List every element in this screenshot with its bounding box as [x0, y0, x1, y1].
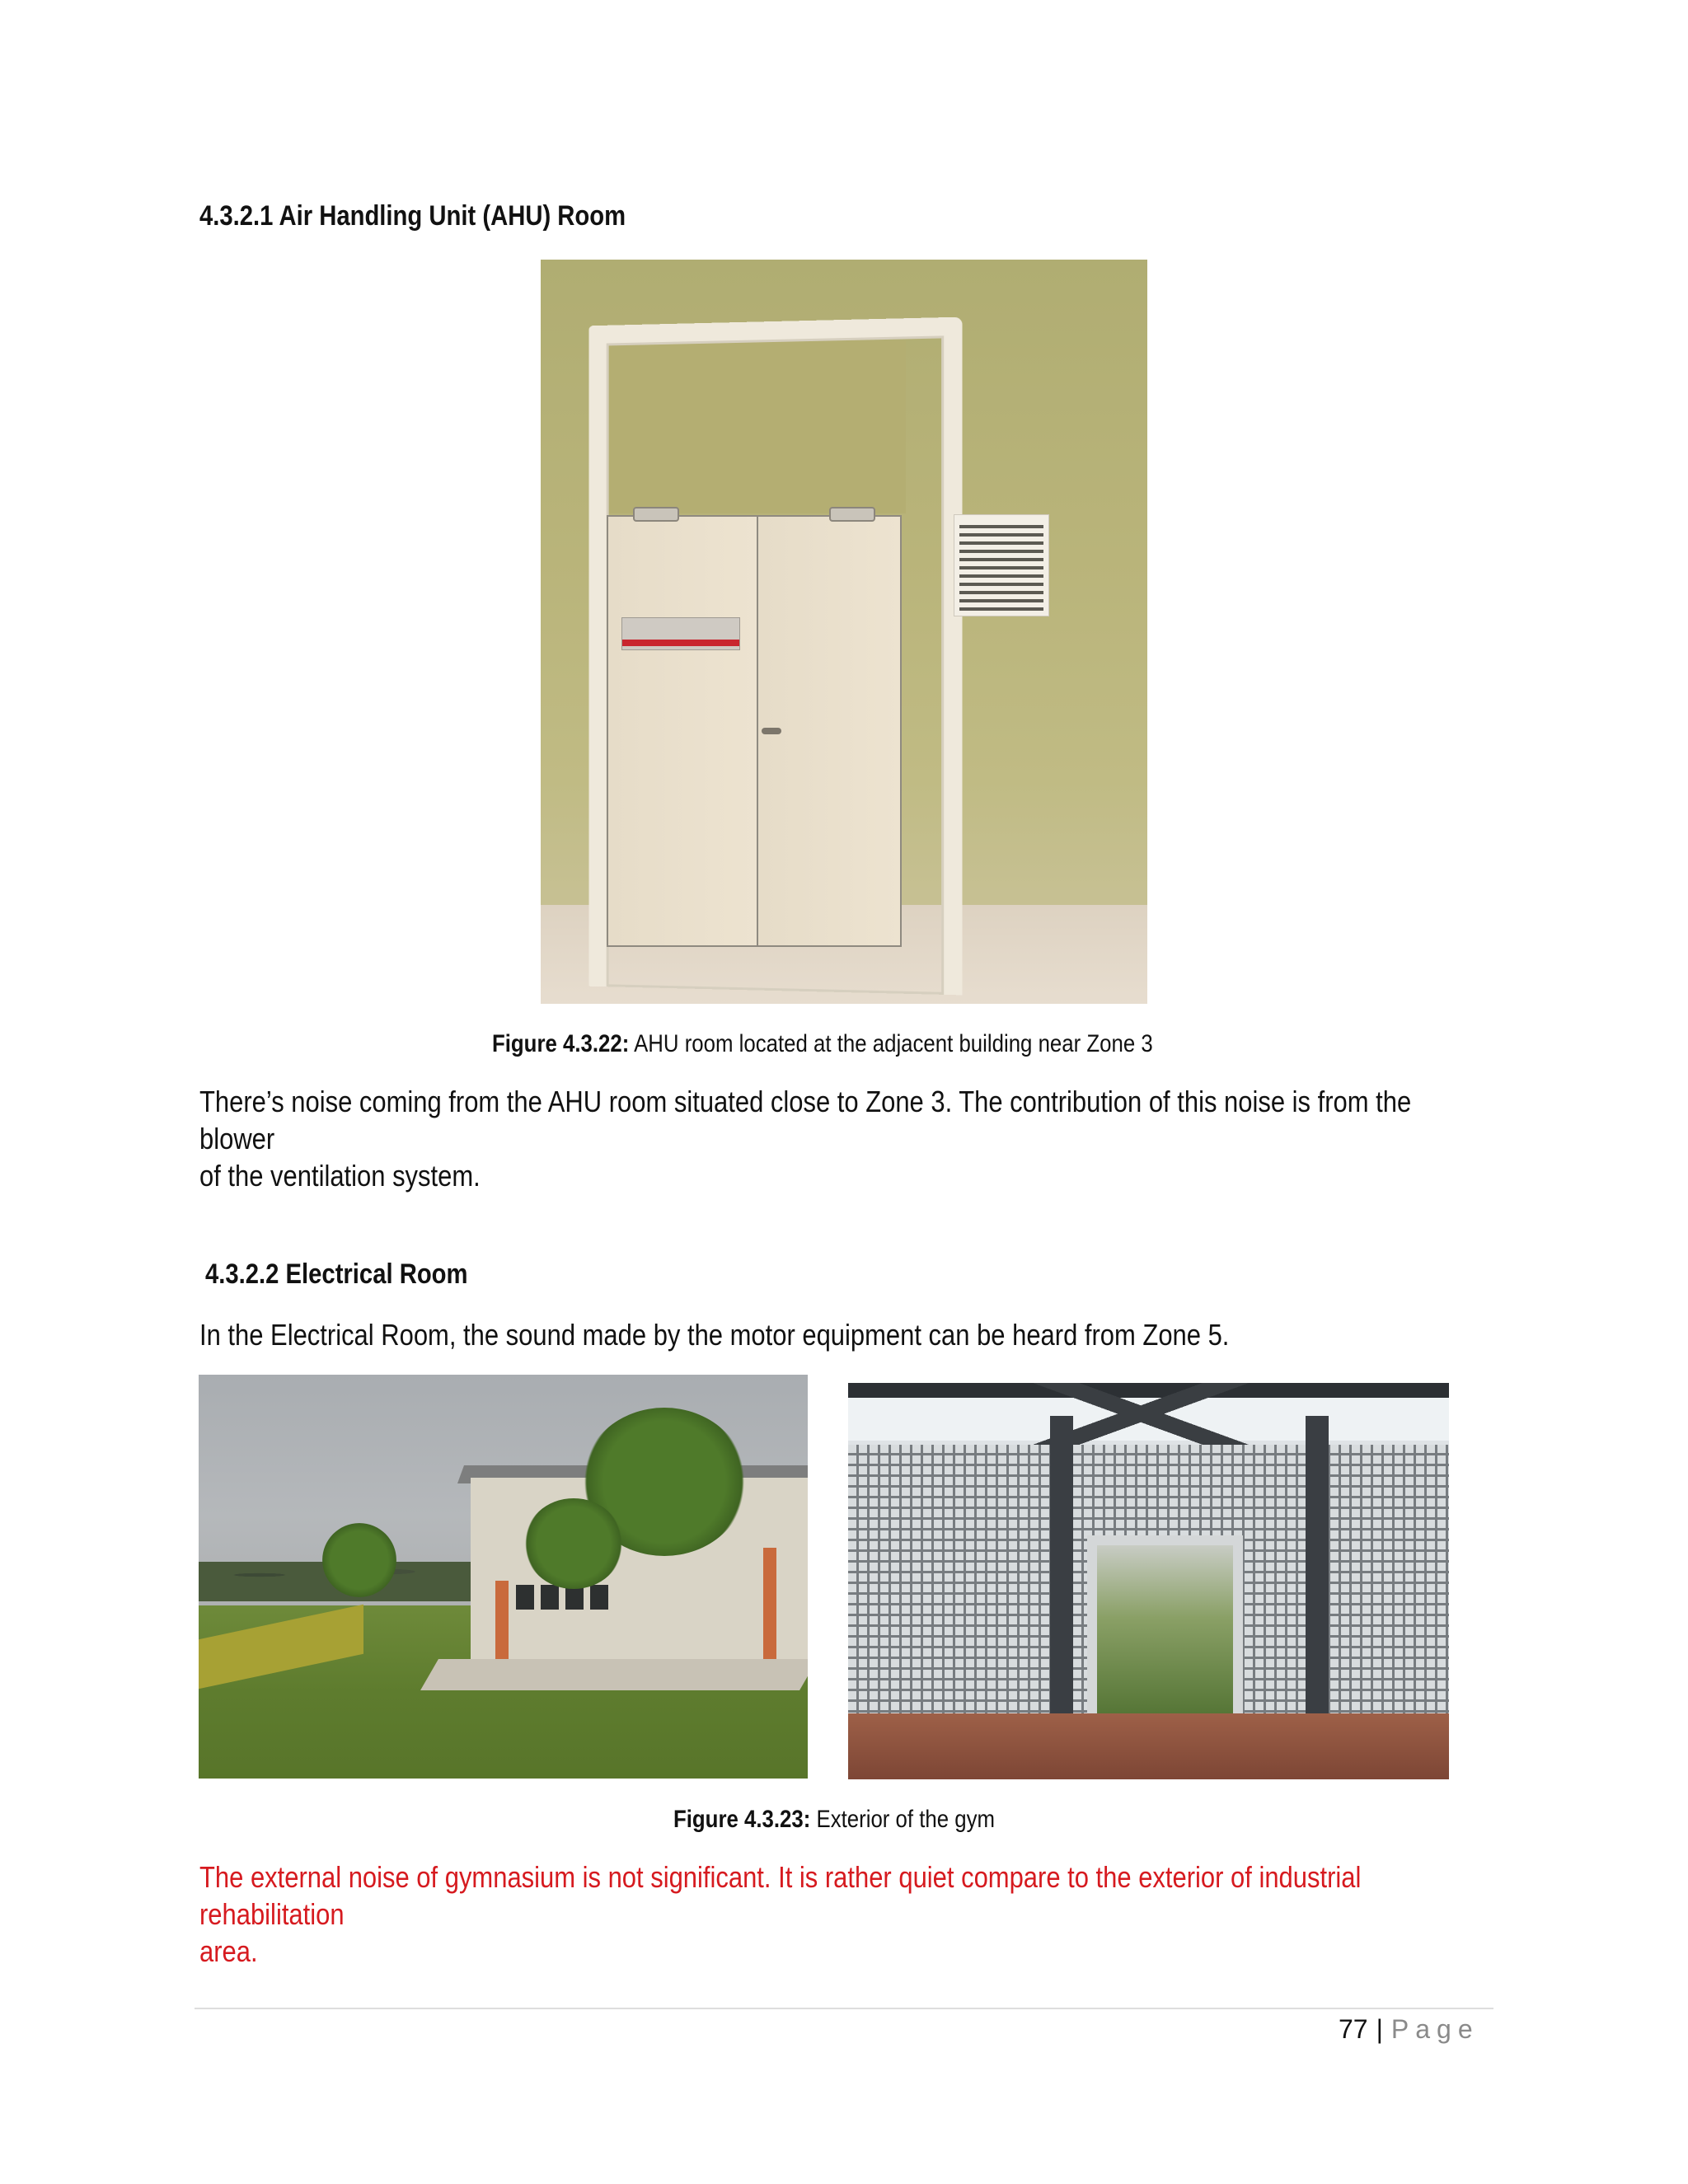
figure-caption-ahu — [492, 1030, 1153, 1058]
section-heading-ahu: 4.3.2.1 Air Handling Unit (AHU) Room — [199, 200, 626, 232]
section-heading-electrical: 4.3.2.2 Electrical Room — [205, 1258, 468, 1290]
paragraph-line: There’s noise coming from the AHU room situated close to Zone 3. The contribution of this noise is from the blower — [199, 1085, 1412, 1155]
figure-label: Figure 4.3.23: — [673, 1806, 811, 1833]
paragraph-line: The external noise of gymnasium is not significant. It is rather quiet compare to the exterior of industrial rehabilitation — [199, 1860, 1362, 1931]
figure-caption-text: AHU room located at the adjacent building near Zone 3 — [629, 1030, 1153, 1057]
figure-caption-text: Exterior of the gym — [810, 1806, 996, 1833]
paragraph-line: area. — [199, 1934, 258, 1968]
page-word: Page — [1390, 2014, 1479, 2044]
footer-divider — [195, 2008, 1493, 2009]
footer-separator: | — [1376, 2014, 1383, 2044]
figure-caption-gym — [673, 1806, 995, 1834]
paragraph-line: of the ventilation system. — [199, 1159, 481, 1193]
electrical-paragraph: In the Electrical Room, the sound made by the motor equipment can be heard from Zone 5. — [199, 1318, 1230, 1352]
ahu-paragraph — [199, 1083, 1475, 1194]
figure-label: Figure 4.3.22: — [492, 1030, 630, 1057]
gym-building-exterior-photo — [199, 1375, 808, 1779]
ahu-door-photo — [541, 260, 1147, 1004]
page-footer — [1339, 2014, 1479, 2045]
gym-entrance-screen-photo — [848, 1383, 1449, 1779]
page-number: 77 — [1339, 2014, 1368, 2044]
gym-noise-note — [199, 1858, 1475, 1970]
